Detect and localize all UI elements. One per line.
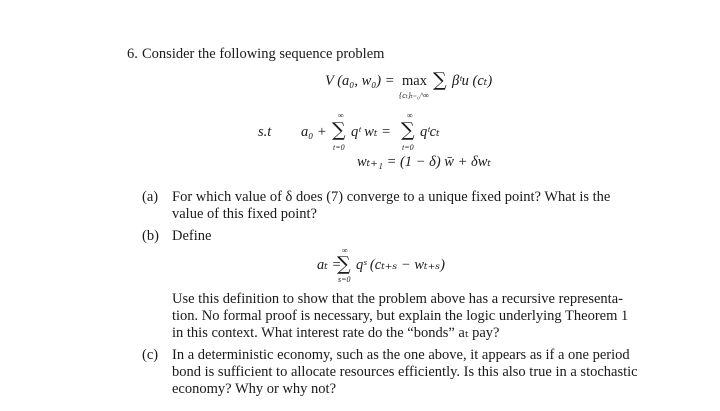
- summation-symbol: ∑: [401, 119, 415, 141]
- part-b-sum-lower: s=0: [338, 275, 351, 284]
- part-a-label: (a): [142, 189, 159, 205]
- part-c-line-1: In a deterministic economy, such as the one above, it appears as if a one period: [172, 347, 630, 363]
- part-b-eq-rhs: qˢ (cₜ₊ₛ − wₜ₊ₛ): [356, 257, 445, 273]
- max-operator: max: [402, 73, 427, 89]
- law-of-motion: wₜ₊₁ = (1 − δ) w̄ + δwₜ: [357, 154, 491, 170]
- max-subscript: {cₜ}ₜ₌₀^∞: [399, 91, 429, 100]
- part-a-line-1: For which value of δ does (7) converge to a unique fixed point? What is the: [172, 189, 611, 205]
- part-b-line-1: Use this definition to show that the problem above has a recursive representa-: [172, 291, 623, 307]
- sum-lower-1: t=0: [333, 143, 345, 152]
- part-c-line-2: bond is sufficient to allocate resources efficiently. Is this also true in a stochastic: [172, 364, 638, 380]
- objective-term: βᵗu (cₜ): [452, 73, 493, 89]
- problem-number: 6.: [127, 46, 138, 62]
- summation-symbol: ∑: [433, 69, 447, 91]
- part-b-line-3: in this context. What interest rate do the “bonds” aₜ pay?: [172, 325, 500, 341]
- part-b-label: (b): [142, 228, 159, 244]
- part-c-label: (c): [142, 347, 159, 363]
- sum-upper-1: ∞: [338, 111, 344, 120]
- summation-symbol: ∑: [337, 253, 351, 275]
- part-b-heading: Define: [172, 228, 212, 244]
- part-b-eq-lhs: aₜ =: [317, 257, 342, 273]
- value-function-lhs: V (a₀, w₀) =: [325, 73, 395, 89]
- constraint-rhs: qᵗcₜ: [420, 124, 440, 140]
- problem-intro: Consider the following sequence problem: [142, 46, 385, 62]
- st-label: s.t: [258, 124, 272, 140]
- sum-upper-2: ∞: [407, 111, 413, 120]
- sum-lower-2: t=0: [402, 143, 414, 152]
- part-b-sum-upper: ∞: [342, 246, 348, 255]
- part-a-line-2: value of this fixed point?: [172, 206, 317, 222]
- constraint-lhs-a: a₀ +: [301, 124, 327, 140]
- constraint-lhs-b: qᵗ wₜ =: [351, 124, 391, 140]
- summation-symbol: ∑: [332, 119, 346, 141]
- part-b-line-2: tion. No formal proof is necessary, but explain the logic underlying Theorem 1: [172, 308, 629, 324]
- part-c-line-3: economy? Why or why not?: [172, 381, 337, 397]
